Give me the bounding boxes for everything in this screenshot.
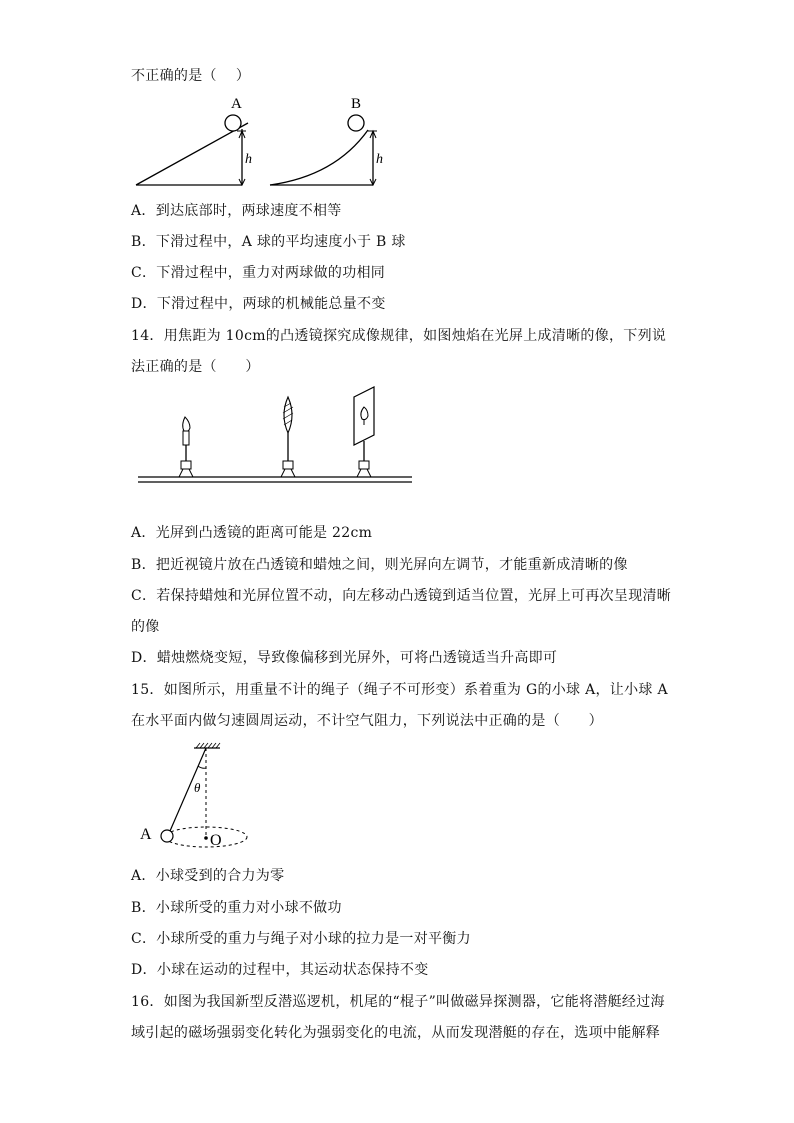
q13-option-a: A．到达底部时，两球速度不相等: [131, 203, 342, 219]
q15-stem-line-2: 在水平面内做匀速圆周运动，不计空气阻力，下列说法中正确的是（ ）: [131, 713, 603, 729]
q14-figure: [136, 383, 416, 489]
q14-option-c-cont: 的像: [131, 619, 160, 635]
q13-stem-tail: 不正确的是（ ）: [131, 68, 251, 84]
q14-option-c: C．若保持蜡烛和光屏位置不动，向左移动凸透镜到适当位置，光屏上可再次呈现清晰: [131, 588, 672, 604]
rope: [170, 748, 206, 831]
q13-option-b: B．下滑过程中，A 球的平均速度小于 B 球: [131, 234, 406, 250]
q15-option-a: A．小球受到的合力为零: [131, 868, 285, 884]
q13-figure: [130, 96, 390, 190]
label-h-b: h: [376, 152, 383, 167]
label-theta: θ: [194, 780, 201, 795]
convex-lens: [281, 397, 295, 477]
candle: [179, 417, 193, 477]
q13-option-c: C．下滑过程中，重力对两球做的功相同: [131, 265, 386, 281]
center-o: [204, 836, 208, 840]
q13-option-d: D．下滑过程中，两球的机械能总量不变: [131, 296, 386, 312]
q16-stem-line-1: 16．如图为我国新型反潜巡逻机，机尾的“棍子”叫做磁异探测器，它能将潜艇经过海: [131, 994, 665, 1010]
label-a: A: [231, 96, 242, 112]
q15-option-c: C．小球所受的重力与绳子对小球的拉力是一对平衡力: [131, 931, 471, 947]
incline-a: [136, 96, 252, 185]
q15-option-b: B．小球所受的重力对小球不做功: [131, 900, 342, 916]
q14-option-a: A．光屏到凸透镜的距离可能是 22cm: [131, 525, 373, 541]
q14-stem-line-1: 14．用焦距为 10cm的凸透镜探究成像规律，如图烛焰在光屏上成清晰的像，下列说: [131, 328, 667, 344]
light-screen: [354, 387, 374, 477]
q14-option-b: B．把近视镜片放在凸透镜和蜡烛之间，则光屏向左调节，才能重新成清晰的像: [131, 557, 628, 573]
q15-option-d: D．小球在运动的过程中，其运动状态保持不变: [131, 962, 429, 978]
q15-figure: [136, 742, 256, 850]
label-h-a: h: [245, 152, 252, 167]
q14-option-d: D．蜡烛燃烧变短，导致像偏移到光屏外，可将凸透镜适当升高即可: [131, 650, 558, 666]
ball-a: [225, 115, 241, 131]
q15-stem-line-1: 15．如图所示，用重量不计的绳子（绳子不可形变）系着重为 G的小球 A，让小球 A: [131, 682, 668, 698]
incline-b: [270, 96, 383, 185]
label-ball-a: A: [140, 826, 152, 843]
label-b: B: [351, 96, 362, 112]
q14-stem-line-2: 法正确的是（ ）: [131, 359, 260, 375]
q16-stem-line-2: 域引起的磁场强弱变化转化为强弱变化的电流，从而发现潜艇的存在，选项中能解释: [131, 1025, 661, 1041]
ball-a: [161, 830, 173, 842]
label-o: O: [210, 832, 222, 849]
ball-b: [348, 115, 364, 131]
